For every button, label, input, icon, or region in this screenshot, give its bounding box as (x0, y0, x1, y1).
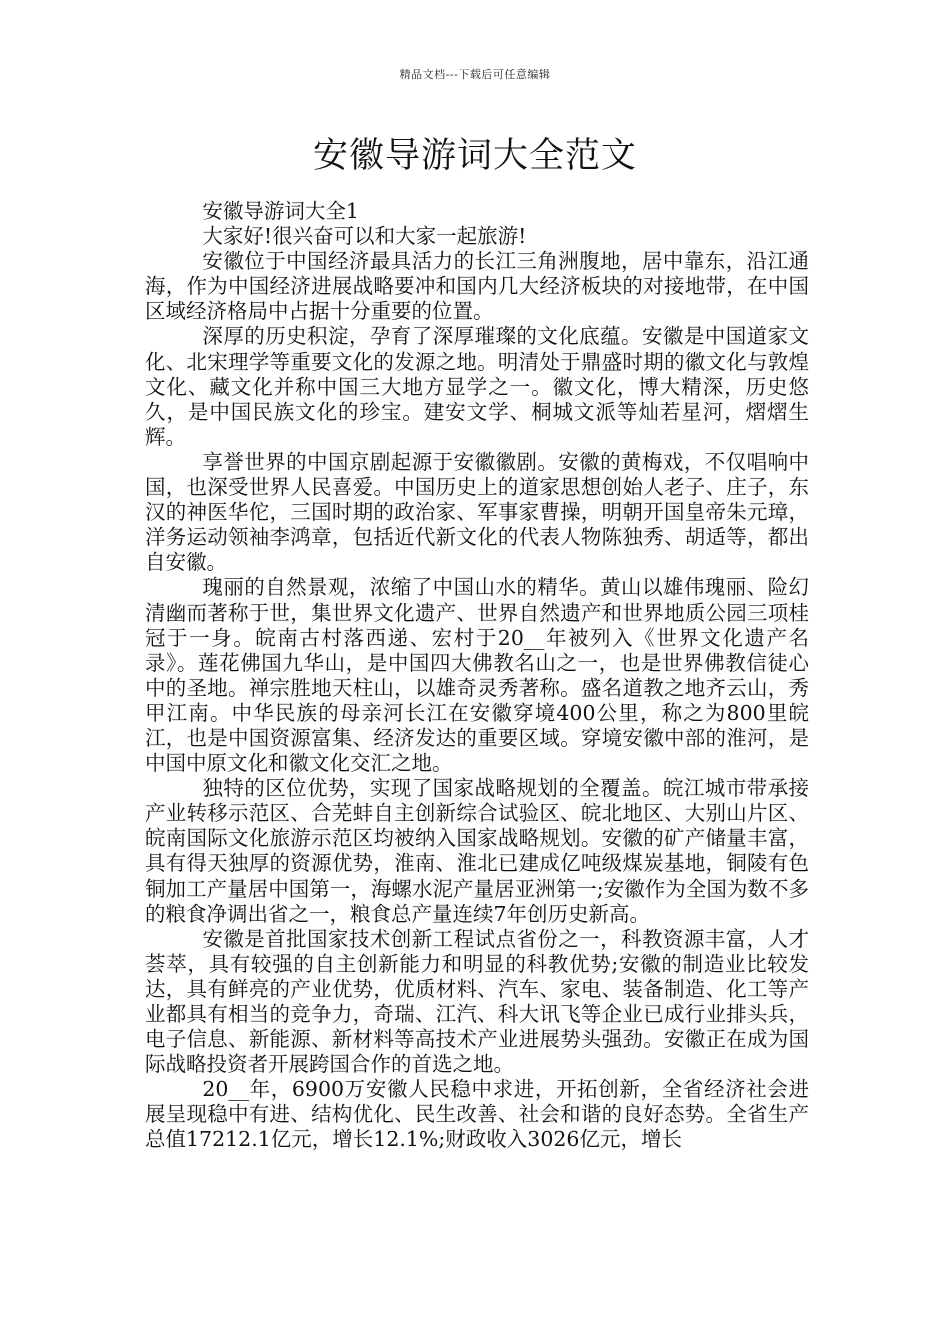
body-paragraph: 安徽位于中国经济最具活力的长江三角洲腹地，居中靠东，沿江通海，作为中国经济进展战略要冲和国内几大经济板块的对接地带，在中国区域经济格局中占据十分重要的位置。 (145, 249, 809, 324)
header-note: 精品文档---下载后可任意编辑 (399, 68, 551, 81)
body-paragraph: 瑰丽的自然景观，浓缩了中国山水的精华。黄山以雄伟瑰丽、险幻清幽而著称于世，集世界文化遗产、世界自然遗产和世界地质公园三项桂冠于一身。皖南古村落西递、宏村于20__年被列入《世界文化遗产名录》。莲花佛国九华山，是中国四大佛教名山之一，也是世界佛教信徒心中的圣地。禅宗胜地天柱山，以雄奇灵秀著称。盛名道教之地齐云山，秀甲江南。中华民族的母亲河长江在安徽穿境400公里，称之为800里皖江，也是中国资源富集、经济发达的重要区域。穿境安徽中部的淮河，是中国中原文化和徽文化交汇之地。 (145, 575, 809, 776)
body-paragraph: 安徽是首批国家技术创新工程试点省份之一，科教资源丰富，人才荟萃，具有较强的自主创新能力和明显的科教优势;安徽的制造业比较发达，具有鲜亮的产业优势，优质材料、汽车、家电、装备制造、化工等产业都具有相当的竞争力，奇瑞、江汽、科大讯飞等企业已成行业排头兵，电子信息、新能源、新材料等高技术产业进展势头强劲。安徽正在成为国际战略投资者开展跨国合作的首选之地。 (145, 926, 809, 1077)
body-paragraph: 20__年，6900万安徽人民稳中求进，开拓创新，全省经济社会进展呈现稳中有进、结构优化、民生改善、社会和谐的良好态势。全省生产总值17212.1亿元，增长12.1%;财政收入3026亿元，增长 (145, 1077, 809, 1152)
body-paragraph: 深厚的历史积淀，孕育了深厚璀璨的文化底蕴。安徽是中国道家文化、北宋理学等重要文化的发源之地。明清处于鼎盛时期的徽文化与敦煌文化、藏文化并称中国三大地方显学之一。徽文化，博大精深，历史悠久，是中国民族文化的珍宝。建安文学、桐城文派等灿若星河，熠熠生辉。 (145, 324, 809, 449)
body-paragraph: 独特的区位优势，实现了国家战略规划的全覆盖。皖江城市带承接产业转移示范区、合芜蚌自主创新综合试验区、皖北地区、大别山片区、皖南国际文化旅游示范区均被纳入国家战略规划。安徽的矿产储量丰富，具有得天独厚的资源优势，淮南、淮北已建成亿吨级煤炭基地，铜陵有色铜加工产量居中国第一，海螺水泥产量居亚洲第一;安徽作为全国为数不多的粮食净调出省之一，粮食总产量连续7年创历史新高。 (145, 776, 809, 926)
document-title: 安徽导游词大全范文 (312, 136, 637, 176)
subtitle-paragraph: 安徽导游词大全1 (202, 199, 359, 223)
document-body (145, 199, 809, 1153)
body-paragraph: 享誉世界的中国京剧起源于安徽徽剧。安徽的黄梅戏，不仅唱响中国，也深受世界人民喜爱。中国历史上的道家思想创始人老子、庄子，东汉的神医华佗，三国时期的政治家、军事家曹操，明朝开国皇帝朱元璋，洋务运动领袖李鸿章，包括近代新文化的代表人物陈独秀、胡适等，都出自安徽。 (145, 449, 809, 575)
greeting-paragraph: 大家好!很兴奋可以和大家一起旅游! (202, 224, 527, 249)
